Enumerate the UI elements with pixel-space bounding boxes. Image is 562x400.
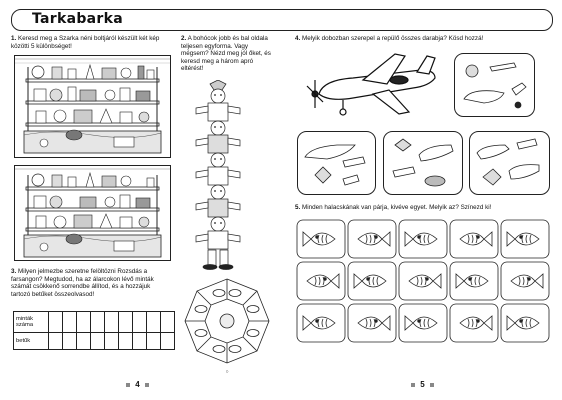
fish-grid [296, 219, 550, 346]
page-title: Tarkabarka [32, 11, 123, 27]
clown-tower-illustration[interactable] [188, 80, 248, 270]
table-cell[interactable] [119, 312, 133, 333]
task-2-number: 2. [181, 35, 187, 42]
table-cell[interactable] [133, 312, 147, 333]
mask-letter: ○ [225, 369, 229, 375]
title-bar [11, 9, 553, 31]
parts-box-3[interactable] [469, 131, 550, 195]
task-4-text: Melyik dobozban szerepel a repülő összes darabja? Kösd hozzá! [302, 35, 484, 42]
task-5-text: Minden halacskának van párja, kivéve egyet. Melyik az? Színezd ki! [302, 204, 492, 211]
parts-box-1[interactable] [297, 131, 376, 195]
table-cell[interactable] [49, 312, 63, 333]
table-cell[interactable] [147, 333, 161, 350]
table-cell[interactable] [147, 312, 161, 333]
table-cell[interactable] [77, 312, 91, 333]
task-2-instruction [181, 35, 273, 73]
task-3-instruction [11, 268, 167, 298]
table-cell[interactable] [133, 333, 147, 350]
task-3-text: Milyen jelmezbe szeretne felöltözni Rozsdás a farsangon? Megtudod, ha az álarcokon lévő minták számát csökkenő sorrendbe állítod, és a hozzájuk tartozó betűket összeolvasod! [11, 268, 154, 298]
table-cell[interactable] [63, 333, 77, 350]
task-5-instruction [295, 204, 550, 212]
table-cell[interactable] [63, 312, 77, 333]
page-number-left [126, 380, 149, 389]
table-row-label: betűk [14, 333, 49, 350]
task-1-instruction [11, 35, 169, 50]
page-marker [126, 383, 130, 387]
mask-wheel-illustration[interactable] [172, 275, 282, 375]
task-5-number: 5. [295, 204, 301, 211]
table-cell[interactable] [105, 312, 119, 333]
answer-table[interactable] [13, 311, 175, 350]
table-cell[interactable] [91, 333, 105, 350]
table-cell[interactable] [91, 312, 105, 333]
page-number-right [411, 380, 434, 389]
table-row [14, 333, 175, 350]
parts-box-2[interactable] [383, 131, 463, 195]
page-marker [411, 383, 415, 387]
page-marker [430, 383, 434, 387]
table-row [14, 312, 175, 333]
task-4-number: 4. [295, 35, 301, 42]
task-1-number: 1. [11, 35, 17, 42]
table-row-label: minták száma [14, 312, 49, 333]
table-cell[interactable] [49, 333, 63, 350]
airplane-illustration [303, 50, 443, 122]
task-2-text: A bohócok jobb és bal oldala teljesen egyforma. Vagy mégsem? Nézd meg jól őket, és keresd meg a három apró eltérést! [181, 35, 271, 73]
table-cell[interactable] [119, 333, 133, 350]
page-number-right-text: 5 [420, 380, 425, 389]
page-marker [145, 383, 149, 387]
shop-picture-bottom[interactable] [14, 165, 171, 261]
parts-box-0[interactable] [454, 53, 535, 117]
shop-picture-top[interactable] [14, 55, 171, 158]
task-3-number: 3. [11, 268, 17, 275]
table-cell[interactable] [105, 333, 119, 350]
table-cell[interactable] [77, 333, 91, 350]
task-4-instruction [295, 35, 550, 43]
page-number-left-text: 4 [135, 380, 140, 389]
task-1-text: Keresd meg a Szarka néni boltjáról készült két kép közötti 5 különbséget! [11, 35, 160, 50]
